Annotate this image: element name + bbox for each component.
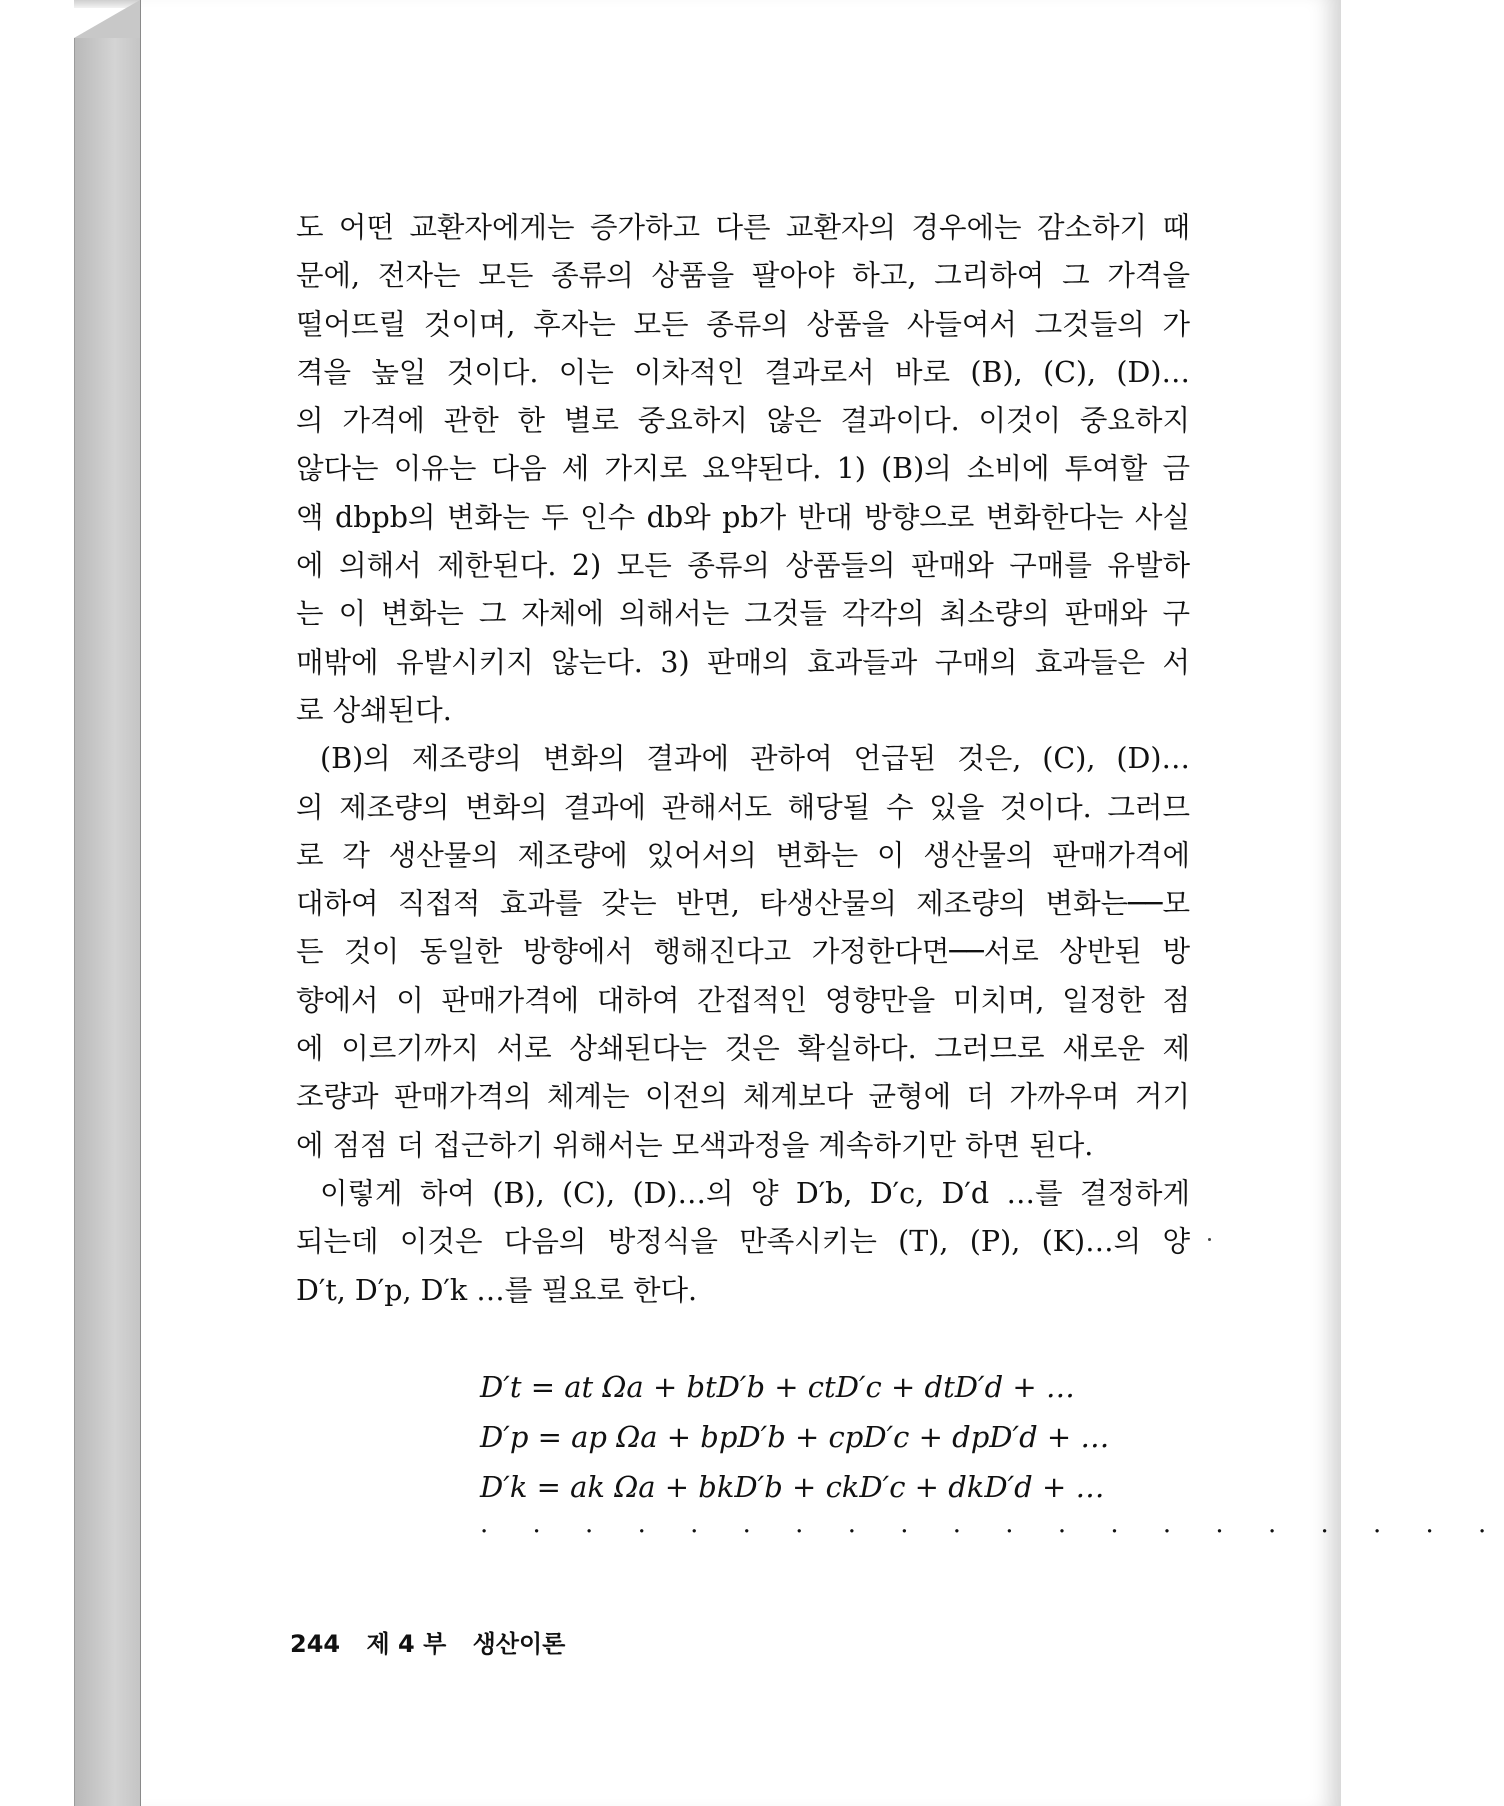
footer-part-title: 생산이론 (472, 1630, 566, 1658)
text-line: 는 이 변화는 그 자체에 의해서는 그것들 각각의 최소량의 판매와 구 (296, 597, 1190, 631)
text-line: 않다는 이유는 다음 세 가지로 요약된다. 1) (B)의 소비에 투여할 금 (296, 452, 1190, 486)
text-line: 의 가격에 관한 한 별로 중요하지 않은 결과이다. 이것이 중요하지 (296, 404, 1190, 438)
paragraph-start-line: 이렇게 하여 (B), (C), (D)…의 양 D′b, D′c, D′d …를 결정하게 (320, 1176, 1190, 1210)
text-line: 로 각 생산물의 제조량에 있어서의 변화는 이 생산물의 판매가격에 (296, 838, 1190, 872)
text-line: 액 dbpb의 변화는 두 인수 db와 pb가 반대 방향으로 변화한다는 사실 (296, 500, 1190, 534)
text-line: D′t, D′p, D′k …를 필요로 한다. (296, 1273, 698, 1307)
body-text (296, 204, 1190, 1315)
page-number: 244 (290, 1630, 341, 1658)
text-line: 에 점점 더 접근하기 위해서는 모색과정을 계속하기만 하면 된다. (296, 1128, 1094, 1162)
book-spine-cap (74, 0, 140, 38)
text-line: 도 어떤 교환자에게는 증가하고 다른 교환자의 경우에는 감소하기 때 (296, 211, 1190, 244)
paragraph-start-line: (B)의 제조량의 변화의 결과에 관하여 언급된 것은, (C), (D)… (320, 742, 1190, 776)
text-line: 매밖에 유발시키지 않는다. 3) 판매의 효과들과 구매의 효과들은 서 (296, 645, 1190, 679)
text-line: 격을 높일 것이다. 이는 이차적인 결과로서 바로 (B), (C), (D)… (296, 355, 1190, 389)
text-line: 로 상쇄된다. (296, 693, 452, 727)
text-line: 향에서 이 판매가격에 대하여 간접적인 영향만을 미치며, 일정한 점 (296, 983, 1190, 1017)
book-spine (74, 38, 141, 1806)
text-line: 되는데 이것은 다음의 방정식을 만족시키는 (T), (P), (K)…의 양 (296, 1225, 1190, 1259)
text-line: 의 제조량의 변화의 결과에 관해서도 해당될 수 있을 것이다. 그러므 (296, 790, 1190, 824)
text-line: 에 의해서 제한된다. 2) 모든 종류의 상품들의 판매와 구매를 유발하 (296, 549, 1190, 583)
equation-continuation-dots: · · · · · · · · · · · · · · · · · · · · (480, 1517, 1504, 1547)
footer-part: 제 4 부 (366, 1630, 447, 1658)
text-line: 에 이르기까지 서로 상쇄된다는 것은 확실하다. 그러므로 새로운 제 (296, 1032, 1190, 1066)
equation-block (480, 1362, 1504, 1552)
text-line: 든 것이 동일한 방향에서 행해진다고 가정한다면──서로 상반된 방 (296, 935, 1190, 969)
page-footer (290, 1624, 583, 1659)
scan-speck (1208, 1238, 1211, 1241)
text-line: 조량과 판매가격의 체계는 이전의 체계보다 균형에 더 가까우며 거기 (296, 1080, 1190, 1114)
equation-line: D′p = ap Ωa + bpD′b + cpD′c + dpD′d + … (480, 1420, 1110, 1454)
equation-line: D′t = at Ωa + btD′b + ctD′c + dtD′d + … (480, 1370, 1075, 1404)
equation-line: D′k = ak Ωa + bkD′b + ckD′c + dkD′d + … (480, 1470, 1105, 1504)
text-line: 떨어뜨릴 것이며, 후자는 모든 종류의 상품을 사들여서 그것들의 가 (296, 307, 1190, 341)
text-line: 대하여 직접적 효과를 갖는 반면, 타생산물의 제조량의 변화는──모 (296, 887, 1190, 921)
text-line: 문에, 전자는 모든 종류의 상품을 팔아야 하고, 그리하여 그 가격을 (296, 259, 1190, 293)
